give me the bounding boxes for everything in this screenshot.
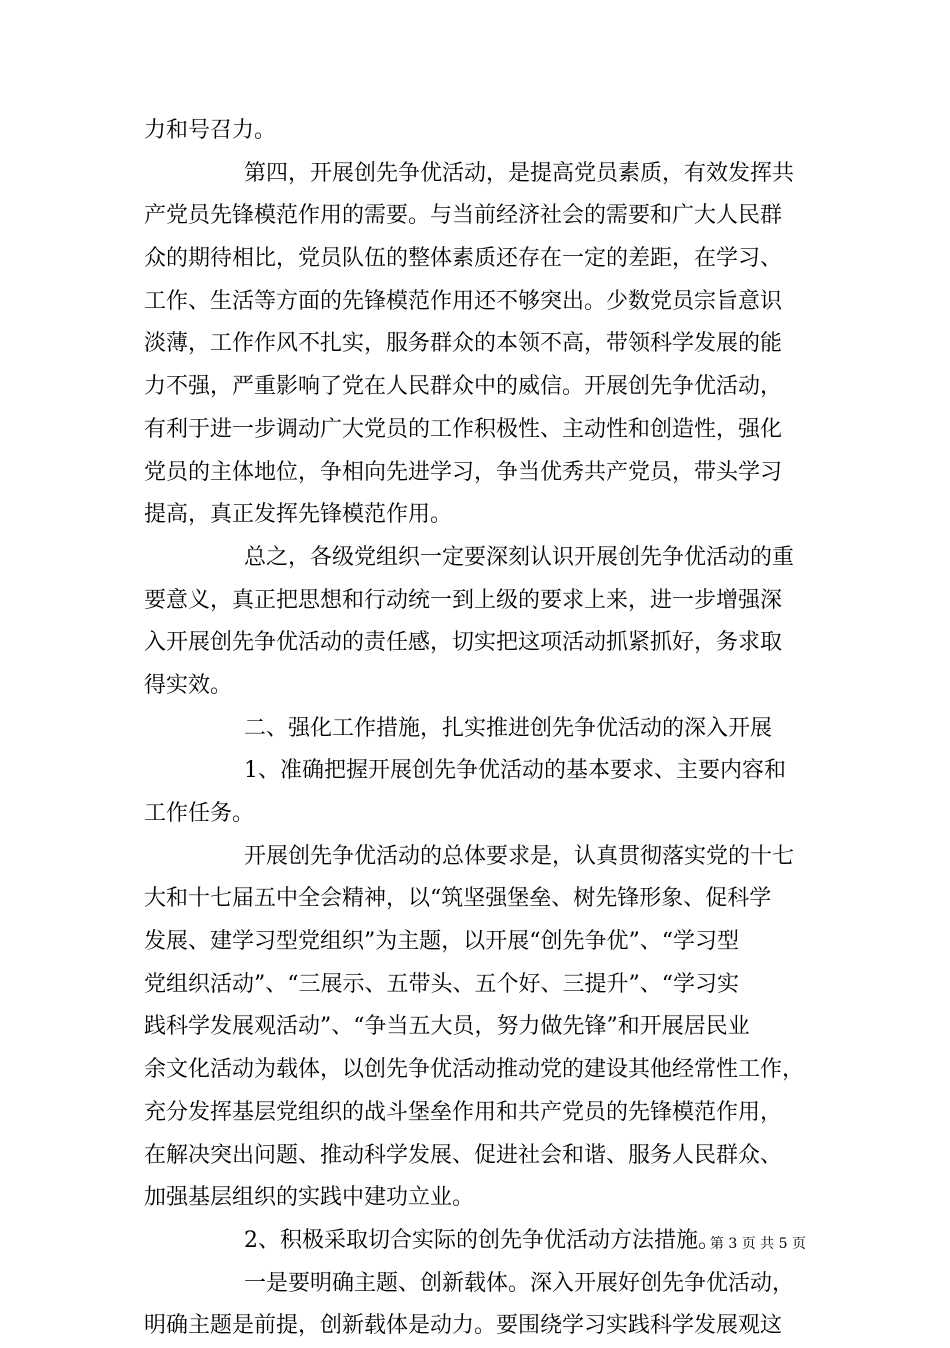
text-line: 党组织活动”、“三展示、五带头、五个好、三提升”、“学习实 [144,971,739,997]
text-line: 工作任务。 [144,801,255,826]
text-line: 要意义，真正把思想和行动统一到上级的要求上来，进一步增强深 [144,587,783,613]
paragraph-start: 开展创先争优活动的总体要求是，认真贯彻落实党的十七 [244,843,795,869]
text-line: 践科学发展观活动”、“争当五大员，努力做先锋”和开展居民业 [144,1014,750,1040]
text-line: 在解决突出问题、推动科学发展、促进社会和谐、服务人民群众、 [144,1142,783,1168]
paragraph-start: 总之，各级党组织一定要深刻认识开展创先争优活动的重 [244,544,795,570]
subsection-heading: 1、准确把握开展创先争优活动的基本要求、主要内容和 [244,758,786,784]
subsection-heading: 2、积极采取切合实际的创先争优活动方法措施。 [244,1227,720,1253]
text-line: 充分发挥基层党组织的战斗堡垒作用和共产党员的先锋模范作用， [144,1099,783,1125]
paragraph-start: 一是要明确主题、创新载体。深入开展好创先争优活动， [244,1270,795,1296]
text-line: 工作、生活等方面的先锋模范作用还不够突出。少数党员宗旨意识 [144,288,783,314]
text-line: 有利于进一步调动广大党员的工作积极性、主动性和创造性，强化 [144,416,783,442]
paragraph-start: 第四，开展创先争优活动，是提高党员素质，有效发挥共 [244,160,795,186]
page-number: 第 3 页 共 5 页 [709,1236,806,1252]
section-heading: 二、强化工作措施，扎实推进创先争优活动的深入开展 [244,715,773,741]
text-line: 众的期待相比，党员队伍的整体素质还存在一定的差距，在学习、 [144,246,783,272]
text-line: 淡薄，工作作风不扎实，服务群众的本领不高，带领科学发展的能 [144,331,783,357]
text-line: 提高，真正发挥先锋模范作用。 [144,502,453,528]
text-line: 力不强，严重影响了党在人民群众中的威信。开展创先争优活动， [144,374,783,400]
text-line: 党员的主体地位，争相向先进学习，争当优秀共产党员，带头学习 [144,459,783,485]
text-line: 大和十七届五中全会精神，以“筑坚强堡垒、树先锋形象、促科学 [144,886,772,912]
text-line: 力和号召力。 [144,118,277,143]
text-line: 入开展创先争优活动的责任感，切实把这项活动抓紧抓好，务求取 [144,630,783,656]
text-line: 加强基层组织的实践中建功立业。 [144,1185,475,1211]
text-line: 得实效。 [144,672,233,698]
text-line: 产党员先锋模范作用的需要。与当前经济社会的需要和广大人民群 [144,203,783,229]
body-text [144,110,824,1348]
text-line: 余文化活动为载体，以创先争优活动推动党的建设其他经常性工作， [144,1057,805,1083]
text-line: 发展、建学习型党组织”为主题，以开展“创先争优”、“学习型 [144,929,739,955]
text-line: 明确主题是前提，创新载体是动力。要围绕学习实践科学发展观这 [144,1313,783,1339]
